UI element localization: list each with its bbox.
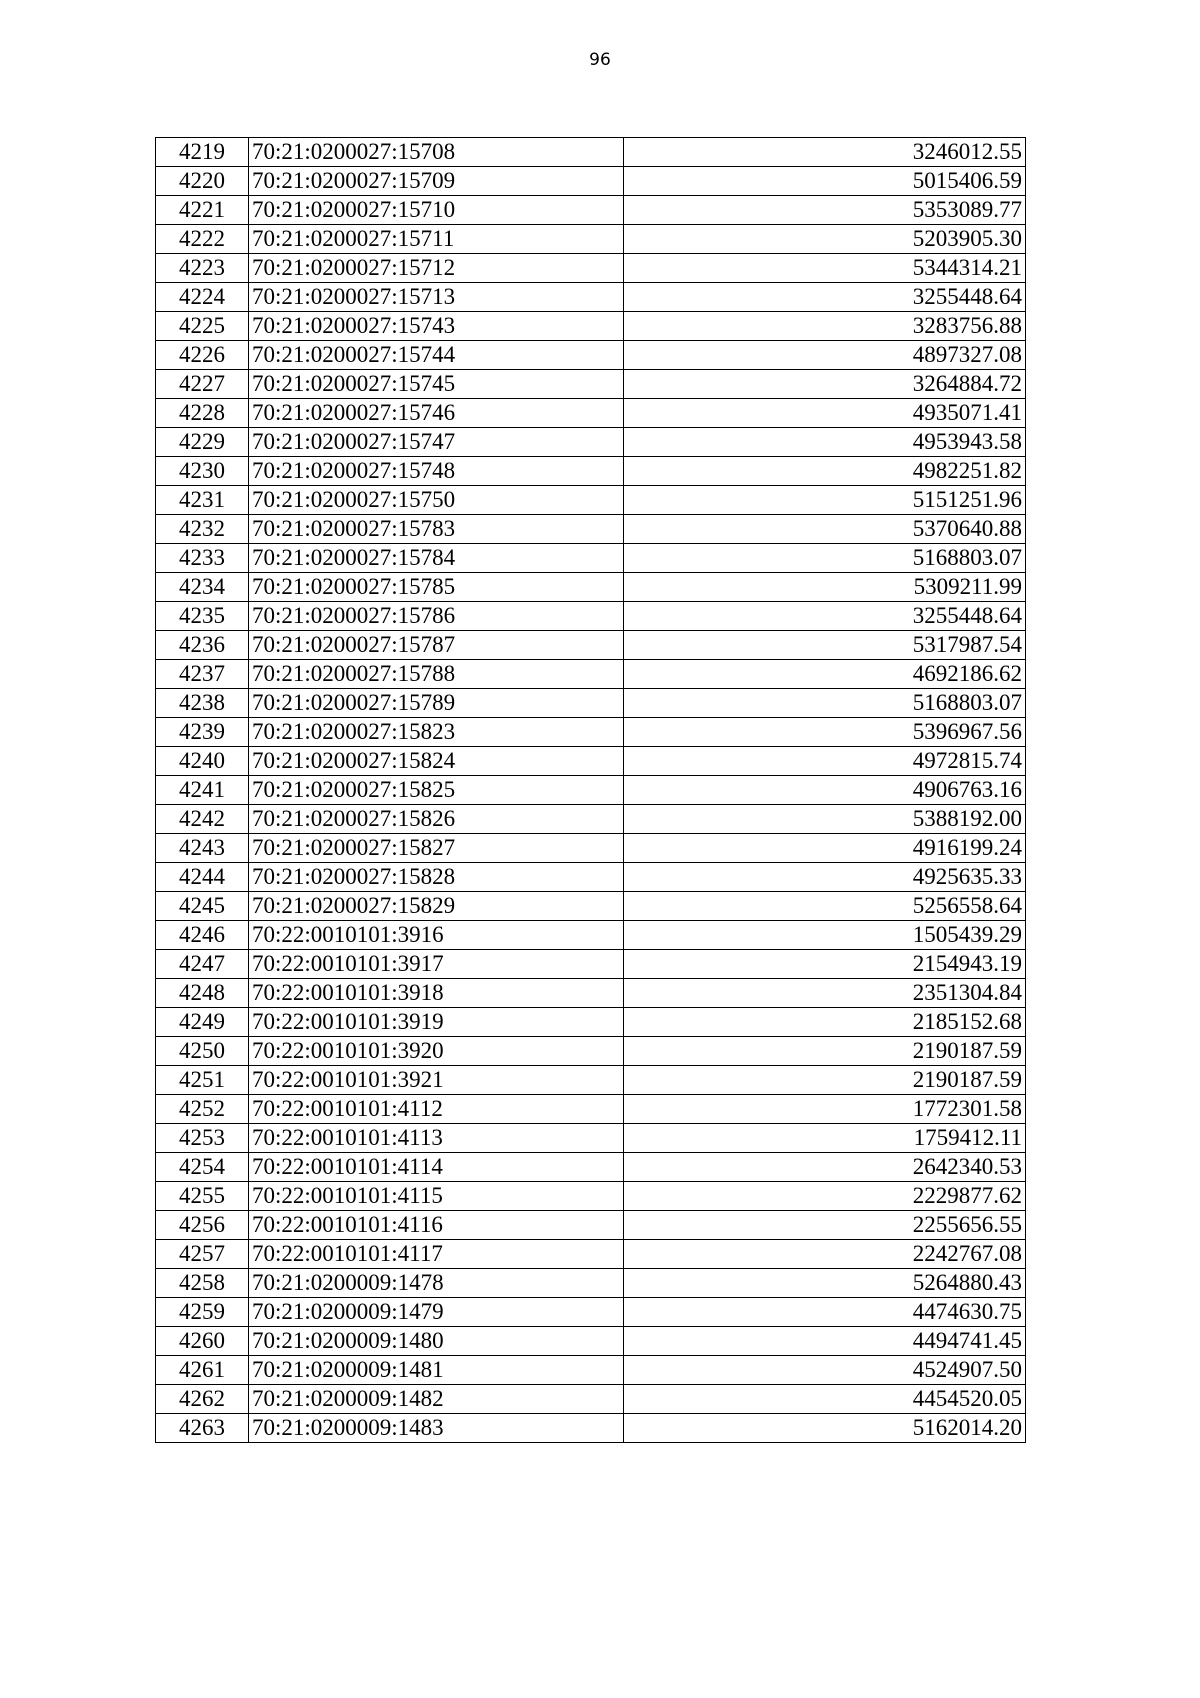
cadastral-number-cell: 70:21:0200009:1479 <box>249 1298 624 1327</box>
row-number-cell: 4227 <box>156 370 249 399</box>
table-row <box>156 921 1026 950</box>
cadastral-number-cell: 70:22:0010101:3920 <box>249 1037 624 1066</box>
table-row <box>156 1124 1026 1153</box>
cadastral-number-cell: 70:21:0200027:15825 <box>249 776 624 805</box>
value-cell: 5162014.20 <box>624 1414 1026 1443</box>
cadastral-number-cell: 70:22:0010101:3918 <box>249 979 624 1008</box>
table-row <box>156 225 1026 254</box>
cadastral-number-cell: 70:21:0200009:1480 <box>249 1327 624 1356</box>
table-row <box>156 1327 1026 1356</box>
table-row <box>156 979 1026 1008</box>
table-row <box>156 341 1026 370</box>
cadastral-number-cell: 70:22:0010101:3917 <box>249 950 624 979</box>
value-cell: 5151251.96 <box>624 486 1026 515</box>
value-cell: 2242767.08 <box>624 1240 1026 1269</box>
row-number-cell: 4245 <box>156 892 249 921</box>
row-number-cell: 4219 <box>156 138 249 167</box>
row-number-cell: 4248 <box>156 979 249 1008</box>
table-row <box>156 1182 1026 1211</box>
table-row <box>156 1298 1026 1327</box>
cadastral-number-cell: 70:21:0200027:15786 <box>249 602 624 631</box>
cadastral-number-cell: 70:22:0010101:3921 <box>249 1066 624 1095</box>
value-cell: 4953943.58 <box>624 428 1026 457</box>
value-cell: 2351304.84 <box>624 979 1026 1008</box>
cadastral-number-cell: 70:21:0200027:15745 <box>249 370 624 399</box>
table-row <box>156 370 1026 399</box>
cadastral-number-cell: 70:21:0200027:15787 <box>249 631 624 660</box>
table-row <box>156 1095 1026 1124</box>
cadastral-number-cell: 70:21:0200009:1482 <box>249 1385 624 1414</box>
table-row <box>156 747 1026 776</box>
row-number-cell: 4255 <box>156 1182 249 1211</box>
row-number-cell: 4234 <box>156 573 249 602</box>
value-cell: 4935071.41 <box>624 399 1026 428</box>
value-cell: 3264884.72 <box>624 370 1026 399</box>
row-number-cell: 4233 <box>156 544 249 573</box>
value-cell: 2185152.68 <box>624 1008 1026 1037</box>
table-row <box>156 196 1026 225</box>
row-number-cell: 4241 <box>156 776 249 805</box>
value-cell: 4494741.45 <box>624 1327 1026 1356</box>
cadastral-number-cell: 70:21:0200027:15789 <box>249 689 624 718</box>
table-row <box>156 515 1026 544</box>
value-cell: 4982251.82 <box>624 457 1026 486</box>
cadastral-number-cell: 70:21:0200027:15783 <box>249 515 624 544</box>
row-number-cell: 4257 <box>156 1240 249 1269</box>
table-row <box>156 689 1026 718</box>
table-row <box>156 805 1026 834</box>
cadastral-number-cell: 70:21:0200027:15750 <box>249 486 624 515</box>
row-number-cell: 4251 <box>156 1066 249 1095</box>
value-cell: 5353089.77 <box>624 196 1026 225</box>
row-number-cell: 4262 <box>156 1385 249 1414</box>
table-row <box>156 1269 1026 1298</box>
value-cell: 4916199.24 <box>624 834 1026 863</box>
row-number-cell: 4238 <box>156 689 249 718</box>
table-row <box>156 457 1026 486</box>
cadastral-number-cell: 70:21:0200027:15747 <box>249 428 624 457</box>
value-cell: 5203905.30 <box>624 225 1026 254</box>
value-cell: 3246012.55 <box>624 138 1026 167</box>
row-number-cell: 4258 <box>156 1269 249 1298</box>
page-number: 96 <box>589 50 611 70</box>
cadastral-number-cell: 70:21:0200009:1478 <box>249 1269 624 1298</box>
cadastral-number-cell: 70:21:0200027:15712 <box>249 254 624 283</box>
row-number-cell: 4236 <box>156 631 249 660</box>
table-row <box>156 1240 1026 1269</box>
value-cell: 1772301.58 <box>624 1095 1026 1124</box>
row-number-cell: 4260 <box>156 1327 249 1356</box>
cadastral-number-cell: 70:22:0010101:4114 <box>249 1153 624 1182</box>
table-row <box>156 1356 1026 1385</box>
value-cell: 1759412.11 <box>624 1124 1026 1153</box>
value-cell: 3283756.88 <box>624 312 1026 341</box>
cadastral-number-cell: 70:21:0200027:15826 <box>249 805 624 834</box>
table-row <box>156 863 1026 892</box>
row-number-cell: 4252 <box>156 1095 249 1124</box>
row-number-cell: 4244 <box>156 863 249 892</box>
table-row <box>156 399 1026 428</box>
table-row <box>156 1037 1026 1066</box>
value-cell: 2190187.59 <box>624 1066 1026 1095</box>
cadastral-number-cell: 70:22:0010101:3916 <box>249 921 624 950</box>
table-row <box>156 1414 1026 1443</box>
cadastral-number-cell: 70:22:0010101:3919 <box>249 1008 624 1037</box>
value-cell: 4925635.33 <box>624 863 1026 892</box>
value-cell: 5168803.07 <box>624 544 1026 573</box>
value-cell: 3255448.64 <box>624 283 1026 312</box>
cadastral-number-cell: 70:21:0200027:15784 <box>249 544 624 573</box>
cadastral-number-cell: 70:21:0200027:15829 <box>249 892 624 921</box>
value-cell: 5256558.64 <box>624 892 1026 921</box>
row-number-cell: 4249 <box>156 1008 249 1037</box>
value-cell: 4906763.16 <box>624 776 1026 805</box>
table-row <box>156 138 1026 167</box>
table-row <box>156 1211 1026 1240</box>
cadastral-number-cell: 70:21:0200027:15711 <box>249 225 624 254</box>
row-number-cell: 4229 <box>156 428 249 457</box>
value-cell: 4474630.75 <box>624 1298 1026 1327</box>
row-number-cell: 4261 <box>156 1356 249 1385</box>
row-number-cell: 4254 <box>156 1153 249 1182</box>
table-row <box>156 312 1026 341</box>
value-cell: 4897327.08 <box>624 341 1026 370</box>
cadastral-number-cell: 70:21:0200027:15708 <box>249 138 624 167</box>
table-body <box>156 138 1026 1443</box>
cadastral-number-cell: 70:22:0010101:4112 <box>249 1095 624 1124</box>
value-cell: 2154943.19 <box>624 950 1026 979</box>
table-row <box>156 631 1026 660</box>
row-number-cell: 4222 <box>156 225 249 254</box>
row-number-cell: 4223 <box>156 254 249 283</box>
table-row <box>156 167 1026 196</box>
row-number-cell: 4221 <box>156 196 249 225</box>
cadastral-number-cell: 70:21:0200027:15746 <box>249 399 624 428</box>
table-row <box>156 486 1026 515</box>
row-number-cell: 4232 <box>156 515 249 544</box>
table-row <box>156 776 1026 805</box>
value-cell: 5309211.99 <box>624 573 1026 602</box>
row-number-cell: 4263 <box>156 1414 249 1443</box>
data-table <box>155 137 1026 1443</box>
cadastral-number-cell: 70:21:0200027:15713 <box>249 283 624 312</box>
cadastral-number-cell: 70:21:0200027:15785 <box>249 573 624 602</box>
row-number-cell: 4220 <box>156 167 249 196</box>
table-row <box>156 834 1026 863</box>
row-number-cell: 4225 <box>156 312 249 341</box>
row-number-cell: 4235 <box>156 602 249 631</box>
row-number-cell: 4237 <box>156 660 249 689</box>
value-cell: 5015406.59 <box>624 167 1026 196</box>
cadastral-number-cell: 70:21:0200027:15748 <box>249 457 624 486</box>
value-cell: 2642340.53 <box>624 1153 1026 1182</box>
row-number-cell: 4259 <box>156 1298 249 1327</box>
table-row <box>156 428 1026 457</box>
cadastral-number-cell: 70:21:0200027:15824 <box>249 747 624 776</box>
cadastral-number-cell: 70:22:0010101:4117 <box>249 1240 624 1269</box>
cadastral-number-cell: 70:21:0200027:15744 <box>249 341 624 370</box>
value-cell: 5317987.54 <box>624 631 1026 660</box>
value-cell: 2229877.62 <box>624 1182 1026 1211</box>
cadastral-number-cell: 70:21:0200027:15710 <box>249 196 624 225</box>
cadastral-number-cell: 70:21:0200027:15709 <box>249 167 624 196</box>
table-row <box>156 660 1026 689</box>
cadastral-number-cell: 70:21:0200027:15827 <box>249 834 624 863</box>
value-cell: 4524907.50 <box>624 1356 1026 1385</box>
value-cell: 4454520.05 <box>624 1385 1026 1414</box>
row-number-cell: 4228 <box>156 399 249 428</box>
row-number-cell: 4242 <box>156 805 249 834</box>
cadastral-number-cell: 70:21:0200027:15788 <box>249 660 624 689</box>
value-cell: 2255656.55 <box>624 1211 1026 1240</box>
cadastral-number-cell: 70:22:0010101:4116 <box>249 1211 624 1240</box>
row-number-cell: 4239 <box>156 718 249 747</box>
value-cell: 1505439.29 <box>624 921 1026 950</box>
value-cell: 4972815.74 <box>624 747 1026 776</box>
cadastral-number-cell: 70:21:0200027:15823 <box>249 718 624 747</box>
table-row <box>156 1385 1026 1414</box>
cadastral-number-cell: 70:22:0010101:4113 <box>249 1124 624 1153</box>
row-number-cell: 4240 <box>156 747 249 776</box>
value-cell: 3255448.64 <box>624 602 1026 631</box>
row-number-cell: 4253 <box>156 1124 249 1153</box>
table-row <box>156 573 1026 602</box>
row-number-cell: 4247 <box>156 950 249 979</box>
table-row <box>156 1008 1026 1037</box>
value-cell: 5396967.56 <box>624 718 1026 747</box>
value-cell: 5168803.07 <box>624 689 1026 718</box>
table-row <box>156 602 1026 631</box>
table-row <box>156 950 1026 979</box>
row-number-cell: 4230 <box>156 457 249 486</box>
table-row <box>156 254 1026 283</box>
table-row <box>156 1153 1026 1182</box>
table-row <box>156 892 1026 921</box>
table-row <box>156 544 1026 573</box>
table-row <box>156 283 1026 312</box>
table-row <box>156 1066 1026 1095</box>
value-cell: 5388192.00 <box>624 805 1026 834</box>
value-cell: 5264880.43 <box>624 1269 1026 1298</box>
row-number-cell: 4224 <box>156 283 249 312</box>
row-number-cell: 4231 <box>156 486 249 515</box>
value-cell: 2190187.59 <box>624 1037 1026 1066</box>
row-number-cell: 4250 <box>156 1037 249 1066</box>
row-number-cell: 4226 <box>156 341 249 370</box>
table-row <box>156 718 1026 747</box>
cadastral-number-cell: 70:21:0200027:15743 <box>249 312 624 341</box>
value-cell: 4692186.62 <box>624 660 1026 689</box>
cadastral-number-cell: 70:21:0200027:15828 <box>249 863 624 892</box>
row-number-cell: 4256 <box>156 1211 249 1240</box>
row-number-cell: 4243 <box>156 834 249 863</box>
cadastral-number-cell: 70:21:0200009:1481 <box>249 1356 624 1385</box>
row-number-cell: 4246 <box>156 921 249 950</box>
value-cell: 5370640.88 <box>624 515 1026 544</box>
cadastral-number-cell: 70:21:0200009:1483 <box>249 1414 624 1443</box>
cadastral-number-cell: 70:22:0010101:4115 <box>249 1182 624 1211</box>
value-cell: 5344314.21 <box>624 254 1026 283</box>
